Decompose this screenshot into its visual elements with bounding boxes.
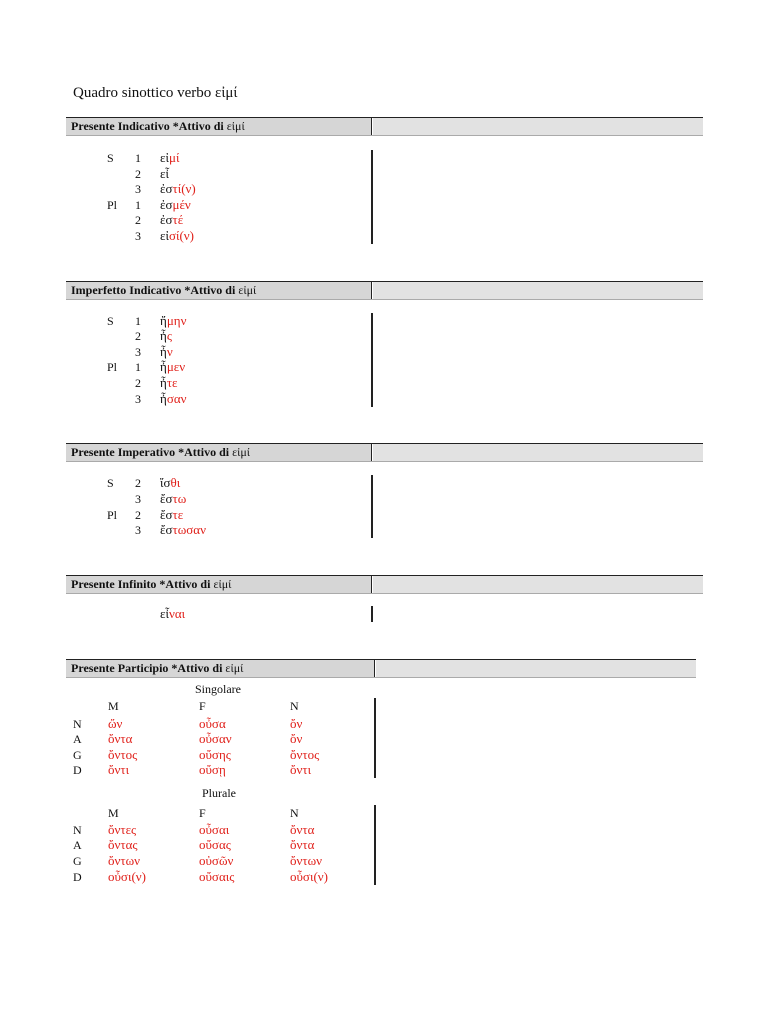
verb-stem: ἦ [160, 359, 167, 374]
header-blank-cell [373, 576, 703, 593]
participle-form: ὄντος [290, 747, 320, 762]
participle-form: ὄν [290, 716, 303, 731]
plural-subheading: Plurale [202, 786, 236, 800]
verb-ending: τε [172, 507, 184, 522]
person-label: 3 [135, 523, 141, 537]
verb-ending: μέν [172, 197, 191, 212]
person-label: 2 [135, 376, 141, 390]
verb-ending: ν [166, 344, 173, 359]
verb-form [160, 181, 196, 197]
gender-header-f: F [199, 699, 206, 713]
participle-form: ὄντι [290, 762, 312, 777]
participle-form: οὔσῃ [199, 762, 226, 777]
participle-form: ὄντων [108, 853, 141, 868]
verb-stem: εἰ [160, 228, 169, 243]
verb-form [160, 228, 194, 244]
case-label: G [73, 748, 82, 762]
verb-stem: ἔσ [160, 507, 173, 522]
verb-form [160, 522, 206, 538]
section-header-presente-imperativo [66, 443, 703, 462]
verb-form [160, 197, 191, 213]
singular-subheading: Singolare [195, 682, 241, 696]
number-label: S [107, 314, 114, 328]
header-blank-cell [376, 660, 696, 677]
verb-stem: ἦ [160, 375, 167, 390]
infinitive-form [160, 606, 185, 622]
person-label: 1 [135, 314, 141, 328]
document-title: Quadro sinottico verbo εἰμί [73, 85, 238, 101]
person-label: 1 [135, 360, 141, 374]
person-label: 3 [135, 392, 141, 406]
participle-form: οὔσης [199, 747, 231, 762]
verb-stem: ἔσ [160, 522, 173, 537]
case-label: D [73, 763, 82, 777]
header-label-cell [66, 660, 375, 677]
person-label: 3 [135, 229, 141, 243]
header-label-cell [66, 444, 372, 461]
verb-ending: ναι [168, 606, 186, 621]
verb-ending: τε [166, 375, 178, 390]
verb-form [160, 344, 173, 360]
section-header-imperfetto-indicativo [66, 281, 703, 300]
person-label: 2 [135, 213, 141, 227]
section-title: Presente Indicativo *Attivo di [71, 119, 224, 133]
gender-header-m: M [108, 699, 119, 713]
person-label: 3 [135, 492, 141, 506]
column-divider [371, 475, 373, 538]
verb-form [160, 328, 172, 344]
verb-form [160, 359, 185, 375]
verb-ending: θι [170, 475, 181, 490]
participle-form: ὄντες [108, 822, 137, 837]
verb-stem: ἴσ [160, 475, 171, 490]
verb-form [160, 375, 178, 391]
verb-ending: μί [168, 150, 180, 165]
column-divider [371, 606, 373, 622]
verb-ending: τέ [172, 212, 184, 227]
verb-stem: εἶ [160, 166, 169, 181]
participle-form: οὖσι(ν) [290, 869, 328, 884]
number-label: S [107, 476, 114, 490]
person-label: 1 [135, 198, 141, 212]
person-label: 3 [135, 182, 141, 196]
header-label-cell [66, 282, 372, 299]
verb-ending: μην [166, 313, 187, 328]
section-title: Imperfetto Indicativo *Attivo di [71, 283, 236, 297]
participle-form: οὖσαι [199, 822, 230, 837]
verb-form [160, 391, 187, 407]
column-divider [374, 805, 376, 885]
verb-form [160, 150, 179, 166]
verb-ending: τωσαν [172, 522, 206, 537]
section-title-greek: εἰμί [213, 577, 232, 591]
section-header-presente-indicativo [66, 117, 703, 136]
number-label: Pl [107, 508, 118, 522]
verb-ending: μεν [166, 359, 186, 374]
verb-form [160, 212, 183, 228]
case-label: N [73, 717, 82, 731]
gender-header-n: N [290, 806, 299, 820]
verb-stem: ἦ [160, 328, 167, 343]
verb-stem: εἰ [160, 150, 169, 165]
participle-form: οὖσα [199, 716, 226, 731]
participle-form: οὖσαν [199, 731, 232, 746]
verb-stem: εἶ [160, 606, 169, 621]
person-label: 3 [135, 345, 141, 359]
section-title: Presente Imperativo *Attivo di [71, 445, 230, 459]
participle-form: ὄν [290, 731, 303, 746]
verb-form [160, 491, 186, 507]
verb-ending: τί(ν) [172, 181, 196, 196]
person-label: 2 [135, 508, 141, 522]
gender-header-n: N [290, 699, 299, 713]
section-title-greek: εἰμί [226, 119, 245, 133]
participle-form: ὄντα [290, 837, 315, 852]
header-blank-cell [373, 282, 703, 299]
section-title-greek: εἰμί [225, 661, 244, 675]
case-label: N [73, 823, 82, 837]
header-blank-cell [373, 444, 703, 461]
participle-form: οὐσῶν [199, 853, 234, 868]
verb-form [160, 166, 169, 182]
number-label: Pl [107, 360, 118, 374]
verb-ending: σαν [166, 391, 187, 406]
case-label: D [73, 870, 82, 884]
participle-form: ὄντα [108, 731, 133, 746]
number-label: S [107, 151, 114, 165]
column-divider [371, 150, 373, 244]
verb-ending: τω [172, 491, 187, 506]
section-header-presente-infinito [66, 575, 703, 594]
verb-stem: ἐσ [160, 181, 173, 196]
column-divider [371, 313, 373, 407]
number-label: Pl [107, 198, 118, 212]
participle-form: ὄντα [290, 822, 315, 837]
person-label: 1 [135, 151, 141, 165]
column-divider [374, 698, 376, 778]
person-label: 2 [135, 329, 141, 343]
gender-header-m: M [108, 806, 119, 820]
verb-stem: ἦ [160, 391, 167, 406]
person-label: 2 [135, 476, 141, 490]
section-title: Presente Participio *Attivo di [71, 661, 223, 675]
case-label: G [73, 854, 82, 868]
verb-stem: ἤ [160, 313, 167, 328]
participle-form: οὔσας [199, 837, 231, 852]
participle-form: ὄντι [108, 762, 130, 777]
verb-ending: ς [166, 328, 172, 343]
participle-form: ὄντος [108, 747, 138, 762]
participle-form: οὖσι(ν) [108, 869, 146, 884]
verb-form [160, 475, 180, 491]
verb-form [160, 507, 183, 523]
verb-stem: ἐσ [160, 197, 173, 212]
header-blank-cell [373, 118, 703, 135]
section-title: Presente Infinito *Attivo di [71, 577, 211, 591]
participle-form: ὄντων [290, 853, 323, 868]
section-title-greek: εἰμί [238, 283, 257, 297]
case-label: A [73, 732, 82, 746]
participle-form: ὤν [108, 716, 123, 731]
header-label-cell [66, 576, 372, 593]
header-label-cell [66, 118, 372, 135]
verb-stem: ἐσ [160, 212, 173, 227]
case-label: A [73, 838, 82, 852]
participle-form: οὔσαις [199, 869, 235, 884]
verb-stem: ἦ [160, 344, 167, 359]
gender-header-f: F [199, 806, 206, 820]
verb-stem: ἔσ [160, 491, 173, 506]
person-label: 2 [135, 167, 141, 181]
verb-ending: σί(ν) [168, 228, 195, 243]
verb-form [160, 313, 186, 329]
section-header-presente-participio [66, 659, 696, 678]
section-title-greek: εἰμί [232, 445, 251, 459]
participle-form: ὄντας [108, 837, 138, 852]
